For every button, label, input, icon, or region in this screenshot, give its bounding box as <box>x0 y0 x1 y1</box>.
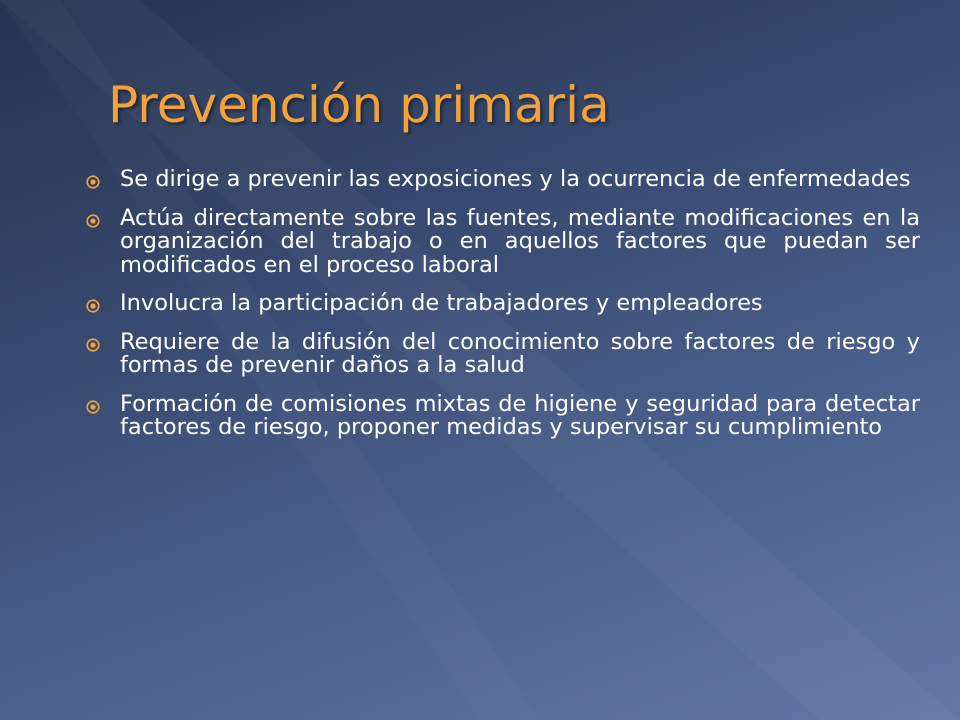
circle-bullet-icon <box>86 214 100 228</box>
bullet-text: Involucra la participación de trabajadores y empleadores <box>120 290 763 316</box>
circle-bullet-icon <box>86 338 100 352</box>
list-item <box>86 204 920 278</box>
circle-bullet-icon <box>86 175 100 189</box>
list-item <box>86 328 920 378</box>
bullet-text: Formación de comisiones mixtas de higiene y seguridad para detectar factores de riesgo, proponer medidas y supervisar su cumplimiento <box>120 390 920 440</box>
list-item <box>86 292 920 316</box>
bullet-text: Requiere de la difusión del conocimiento sobre factores de riesgo y formas de prevenir daños a la salud <box>120 328 920 378</box>
slide-title: Prevención primaria <box>108 76 610 134</box>
bullet-text: Actúa directamente sobre las fuentes, mediante modificaciones en la organización del trabajo o en aquellos factores que puedan ser modificados en el proceso laboral <box>120 204 920 278</box>
list-item <box>86 168 920 192</box>
list-item <box>86 390 920 440</box>
circle-bullet-icon <box>86 299 100 313</box>
circle-bullet-icon <box>86 400 100 414</box>
bullet-list <box>86 168 920 455</box>
bullet-text: Se dirige a prevenir las exposiciones y la ocurrencia de enfermedades <box>120 166 911 192</box>
